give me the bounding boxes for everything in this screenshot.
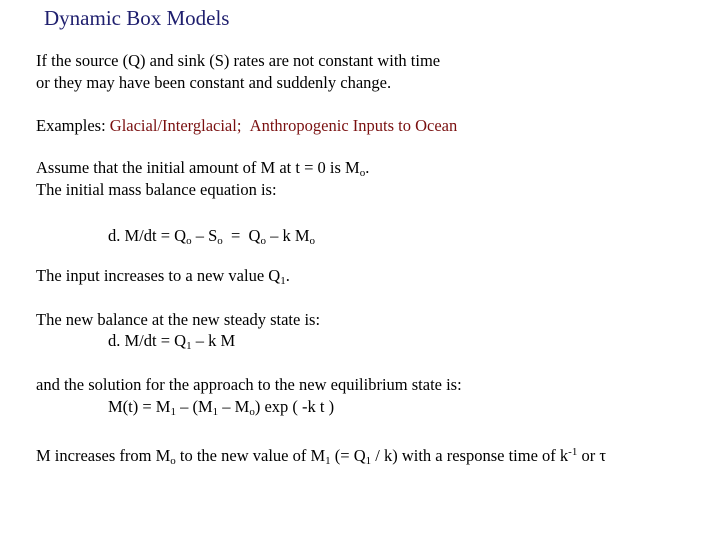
conclusion-superscript: -1 bbox=[568, 446, 578, 458]
solution-line: and the solution for the approach to the new equilibrium state is: bbox=[36, 375, 462, 394]
eq2-sub1: 1 bbox=[186, 340, 192, 352]
eq1-part2: – S bbox=[191, 226, 218, 245]
conclusion-part3: (= Q bbox=[330, 446, 366, 465]
eq3-sub3: o bbox=[249, 406, 255, 418]
input-subscript: 1 bbox=[280, 275, 286, 287]
eq2-part2: – k M bbox=[191, 331, 236, 350]
examples-label: Examples: bbox=[36, 116, 110, 135]
eq3-sub1: 1 bbox=[170, 406, 176, 418]
eq3-part3: – M bbox=[218, 397, 250, 416]
conclusion-part1: M increases from M bbox=[36, 446, 171, 465]
eq1-sub3: o bbox=[260, 235, 266, 247]
conclusion-part2: to the new value of M bbox=[175, 446, 326, 465]
equation-new-balance bbox=[108, 331, 235, 351]
eq1-part1: d. M/dt = Q bbox=[108, 226, 187, 245]
conclusion-sub1: o bbox=[170, 455, 176, 467]
initial-subscript: o bbox=[359, 167, 366, 179]
eq3-part2: – (M bbox=[175, 397, 213, 416]
eq1-sub4: o bbox=[309, 235, 316, 247]
eq3-part4: ) exp ( -k t ) bbox=[254, 397, 335, 416]
equation-initial-balance bbox=[108, 226, 315, 246]
examples-line bbox=[36, 116, 457, 136]
conclusion-part4: / k) with a response time of k bbox=[371, 446, 569, 465]
eq1-part4: – k M bbox=[265, 226, 310, 245]
eq1-part3: = Q bbox=[222, 226, 261, 245]
initial-line-1 bbox=[36, 158, 369, 178]
input-text: The input increases to a new value Q bbox=[36, 266, 281, 285]
input-line bbox=[36, 266, 290, 286]
tau-symbol: τ bbox=[599, 446, 606, 465]
eq1-sub2: o bbox=[217, 235, 223, 247]
conclusion-sub2: 1 bbox=[325, 455, 331, 467]
input-period: . bbox=[285, 266, 290, 285]
conclusion-line bbox=[36, 446, 606, 466]
eq3-sub2: 1 bbox=[212, 406, 219, 418]
example-glacial: Glacial/Interglacial; bbox=[109, 116, 242, 135]
intro-line-1: If the source (Q) and sink (S) rates are not constant with time bbox=[36, 51, 441, 70]
page-title: Dynamic Box Models bbox=[44, 6, 230, 30]
initial-text: Assume that the initial amount of M at t = 0 is M bbox=[36, 158, 360, 177]
initial-period: . bbox=[365, 158, 370, 177]
conclusion-sub3: 1 bbox=[365, 455, 372, 467]
new-balance-line: The new balance at the new steady state is: bbox=[36, 310, 321, 329]
example-anthropogenic: Anthropogenic Inputs to Ocean bbox=[249, 116, 458, 135]
eq1-sub1: o bbox=[186, 235, 192, 247]
eq2-part1: d. M/dt = Q bbox=[108, 331, 187, 350]
intro-line-2: or they may have been constant and suddenly change. bbox=[36, 73, 392, 92]
initial-line-2: The initial mass balance equation is: bbox=[36, 180, 277, 199]
equation-solution bbox=[108, 397, 334, 417]
conclusion-part5: or bbox=[577, 446, 600, 465]
eq3-part1: M(t) = M bbox=[108, 397, 171, 416]
